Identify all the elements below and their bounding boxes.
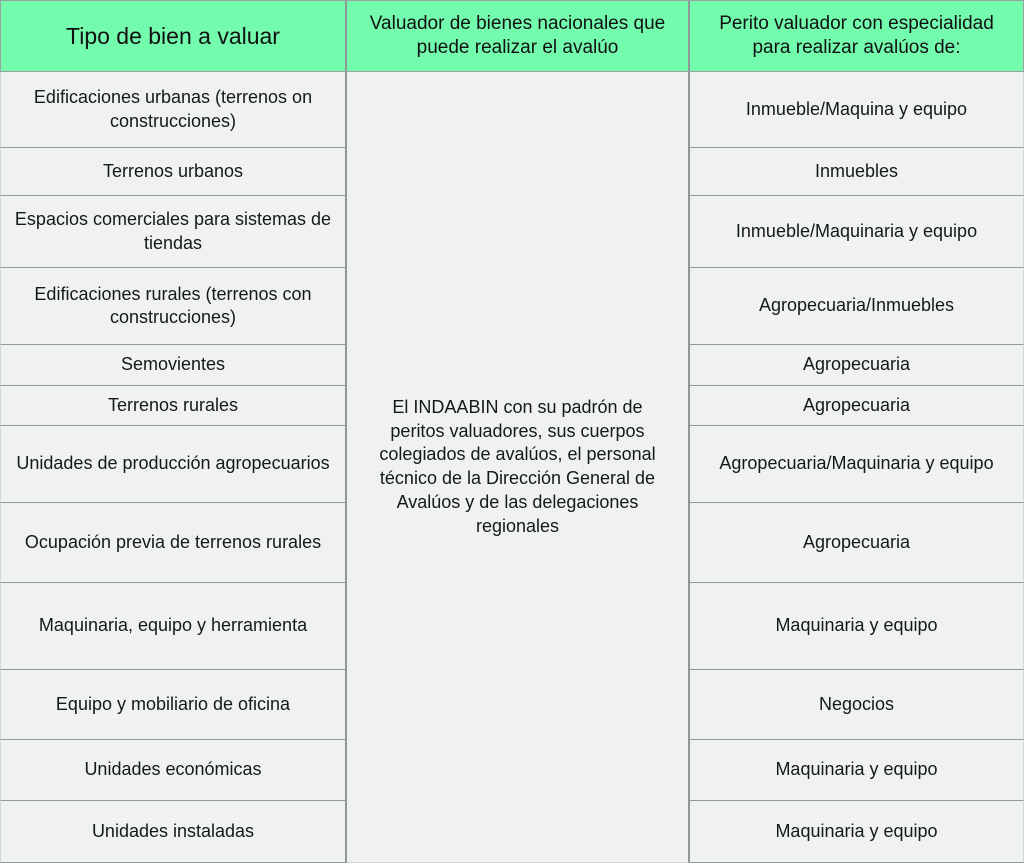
table-header (0, 0, 1024, 72)
cell-perito-especialidad: Agropecuaria/Maquinaria y equipo (690, 426, 1024, 503)
cell-tipo-de-bien: Edificaciones urbanas (terrenos on construcciones) (0, 72, 347, 148)
cell-valuador-merged: El INDAABIN con su padrón de peritos valuadores, sus cuerpos colegiados de avalúos, el personal técnico de la Dirección General de Avalúos y de las delegaciones regionales (347, 72, 690, 863)
cell-perito-especialidad: Negocios (690, 670, 1024, 740)
cell-tipo-de-bien: Unidades económicas (0, 740, 347, 801)
cell-tipo-de-bien: Terrenos urbanos (0, 148, 347, 196)
cell-perito-especialidad: Agropecuaria (690, 386, 1024, 426)
cell-tipo-de-bien: Equipo y mobiliario de oficina (0, 670, 347, 740)
cell-perito-especialidad: Agropecuaria (690, 345, 1024, 386)
table-row (0, 72, 1024, 148)
cell-tipo-de-bien: Terrenos rurales (0, 386, 347, 426)
cell-perito-especialidad: Inmueble/Maquina y equipo (690, 72, 1024, 148)
column-header-tipo-de-bien: Tipo de bien a valuar (0, 0, 347, 72)
cell-perito-especialidad: Maquinaria y equipo (690, 801, 1024, 863)
table-body (0, 72, 1024, 863)
column-header-valuador-bienes-nacionales: Valuador de bienes nacionales que puede realizar el avalúo (347, 0, 690, 72)
cell-perito-especialidad: Maquinaria y equipo (690, 583, 1024, 670)
cell-tipo-de-bien: Espacios comerciales para sistemas de tiendas (0, 196, 347, 268)
cell-tipo-de-bien: Maquinaria, equipo y herramienta (0, 583, 347, 670)
column-header-perito-valuador: Perito valuador con especialidad para realizar avalúos de: (690, 0, 1024, 72)
cell-tipo-de-bien: Unidades instaladas (0, 801, 347, 863)
cell-perito-especialidad: Agropecuaria/Inmuebles (690, 268, 1024, 345)
cell-perito-especialidad: Agropecuaria (690, 503, 1024, 583)
cell-perito-especialidad: Maquinaria y equipo (690, 740, 1024, 801)
cell-perito-especialidad: Inmueble/Maquinaria y equipo (690, 196, 1024, 268)
cell-tipo-de-bien: Edificaciones rurales (terrenos con construcciones) (0, 268, 347, 345)
header-row (0, 0, 1024, 72)
cell-tipo-de-bien: Semovientes (0, 345, 347, 386)
cell-tipo-de-bien: Unidades de producción agropecuarios (0, 426, 347, 503)
cell-tipo-de-bien: Ocupación previa de terrenos rurales (0, 503, 347, 583)
cell-perito-especialidad: Inmuebles (690, 148, 1024, 196)
